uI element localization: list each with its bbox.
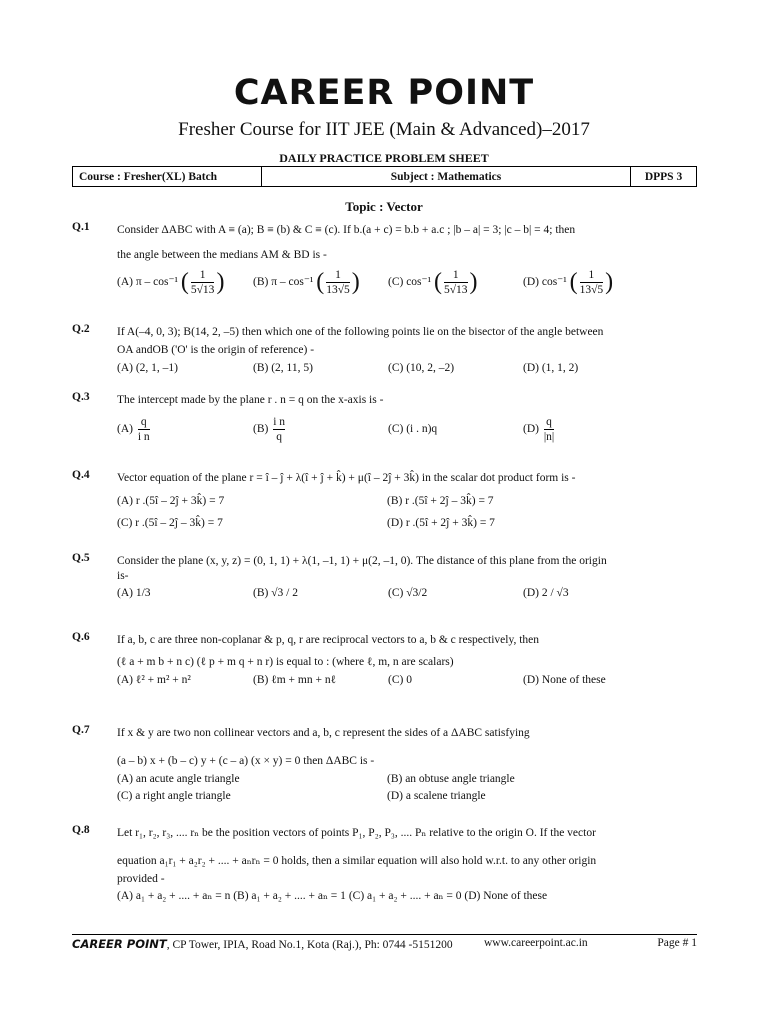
course-title: Fresher Course for IIT JEE (Main & Advanced)–2017 (178, 119, 590, 140)
fraction-denominator: 5√13 (443, 284, 468, 296)
question-number: Q.4 (72, 469, 90, 481)
question-text: If x & y are two non collinear vectors and a, b, c represent the sides of a ΔABC satisfying (117, 727, 530, 739)
footer-url[interactable]: www.careerpoint.ac.in (484, 937, 588, 949)
question-text: equation a₁r₁ + a₂r₂ + .... + aₙrₙ = 0 holds, then a similar equation will also hold w.r.t. to any other origin (117, 855, 597, 867)
question-8 (72, 824, 697, 905)
option-d: (D) None of these (523, 674, 606, 686)
option-d: (D) None of these (464, 890, 548, 902)
option-d: (D) a scalene triangle (387, 790, 486, 802)
option-a: (A) a₁ + a₂ + .... + aₙ = n (117, 890, 231, 902)
question-text: If a, b, c are three non-coplanar & p, q, r are reciprocal vectors to a, b & c respectively, then (117, 634, 540, 646)
footer-brand: CAREER POINT (72, 937, 167, 951)
option-d: (D) (1, 1, 2) (523, 362, 579, 374)
question-text: provided - (117, 873, 165, 885)
option-a: (A) (2, 1, –1) (117, 362, 178, 374)
option-d: (D) 2 / √3 (523, 587, 569, 599)
option-b: (B) ℓm + mn + nℓ (253, 674, 337, 686)
option-a: (A) r .(5î – 2ĵ + 3k̂) = 7 (117, 495, 225, 507)
question-5 (72, 552, 697, 602)
footer-address: , CP Tower, IPIA, Road No.1, Kota (Raj.), Ph: 0744 -5151200 (166, 939, 453, 951)
question-6 (72, 631, 697, 689)
fraction-denominator: 13√5 (579, 284, 604, 296)
question-text: (a – b) x + (b – c) y + (c – a) (x × y) = 0 then ΔABC is - (117, 755, 375, 767)
question-number: Q.6 (72, 631, 90, 643)
option-c: (C) √3/2 (388, 587, 428, 599)
option-b: (B) √3 / 2 (253, 587, 298, 599)
question-number: Q.5 (72, 552, 90, 564)
footer-divider (72, 934, 697, 935)
option-a: (A) π – cos⁻¹ ( $\frac{1}{5√13}$ ) (117, 269, 225, 296)
question-text: The intercept made by the plane r . n = q on the x-axis is - (117, 394, 384, 406)
option-b: (B) (2, 11, 5) (253, 362, 313, 374)
option-d: (D) r .(5î + 2ĵ + 3k̂) = 7 (387, 517, 495, 529)
option-b: (B) $\frac{\text{i n}}{q}$ (253, 416, 286, 443)
footer (72, 937, 697, 951)
option-c: (C) a right angle triangle (117, 790, 231, 802)
brand-title: CAREER POINT (233, 73, 535, 113)
option-c: (C) a₁ + a₂ + .... + aₙ = 0 (348, 890, 462, 902)
fraction-denominator: 13√5 (326, 284, 350, 296)
option-label: (C) cos⁻¹ (388, 276, 432, 289)
option-b: (B) a₁ + a₂ + .... + aₙ = 1 (233, 890, 346, 902)
question-text: Consider ΔABC with A ≡ (a); B ≡ (b) & C ≡ (c). If b.(a + c) = b.b + a.c ; |b – a| = 3; |c – b| = 4; then (117, 224, 576, 236)
question-number: Q.2 (72, 323, 90, 335)
option-a: (A) 1/3 (117, 587, 151, 599)
question-text: Vector equation of the plane r = î – ĵ + λ(î + ĵ + k̂) + μ(î – 2ĵ + 3k̂) in the scalar dot product form is - (117, 472, 576, 484)
option-c: (C) 0 (388, 674, 412, 686)
option-b: (B) π – cos⁻¹ ( $\frac{1}{13√5}$ ) (253, 269, 360, 296)
subject-cell: Subject : Mathematics (262, 167, 631, 187)
page-number: Page # 1 (657, 937, 697, 949)
question-number: Q.7 (72, 724, 90, 736)
option-label: (D) (523, 423, 539, 436)
option-label: (B) π – cos⁻¹ (253, 276, 314, 289)
option-a: (A) $\frac{q}{\text{i n}}$ (117, 416, 150, 443)
option-label: (A) (117, 423, 133, 436)
question-2 (72, 323, 697, 377)
question-3 (72, 391, 697, 444)
option-c: (C) r .(5î – 2ĵ – 3k̂) = 7 (117, 517, 223, 529)
question-7 (72, 724, 697, 805)
sheet-title: DAILY PRACTICE PROBLEM SHEET (279, 151, 489, 165)
option-label: (A) π – cos⁻¹ (117, 276, 178, 289)
question-text: (ℓ a + m b + n c) (ℓ p + m q + n r) is equal to : (where ℓ, m, n are scalars) (117, 656, 454, 668)
code-cell: DPPS 3 (631, 167, 697, 187)
info-table (72, 166, 697, 187)
option-d: (D) $\frac{q}{|n|}$ (523, 416, 555, 443)
question-text: Let r₁, r₂, r₃, .... rₙ be the position vectors of points P₁, P₂, P₃, .... Pₙ relative to the origin O. If the vector (117, 827, 596, 839)
topic-title: Topic : Vector (345, 199, 423, 214)
option-b: (B) an obtuse angle triangle (387, 773, 515, 785)
option-label: (B) (253, 423, 269, 436)
option-a: (A) ℓ² + m² + n² (117, 674, 191, 686)
question-text: Consider the plane (x, y, z) = (0, 1, 1) + λ(1, –1, 1) + μ(2, –1, 0). The distance of this plane from the origin (117, 555, 607, 567)
option-c: (C) (i . n)q (388, 423, 438, 435)
fraction-denominator: 5√13 (190, 284, 215, 296)
question-1 (72, 221, 697, 297)
question-4 (72, 469, 697, 532)
question-text: OA andOB ('O' is the origin of reference) - (117, 344, 315, 356)
question-text: If A(–4, 0, 3); B(14, 2, –5) then which one of the following points lie on the bisector of the angle between (117, 326, 604, 338)
question-text: the angle between the medians AM & BD is - (117, 249, 327, 261)
option-c: (C) (10, 2, –2) (388, 362, 455, 374)
option-a: (A) an acute angle triangle (117, 773, 240, 785)
option-label: (D) cos⁻¹ (523, 276, 567, 289)
question-number: Q.1 (72, 221, 90, 233)
option-d: (D) cos⁻¹ ( $\frac{1}{13√5}$ ) (523, 269, 614, 296)
course-cell: Course : Fresher(XL) Batch (73, 167, 262, 187)
options-row (117, 888, 697, 905)
question-number: Q.3 (72, 391, 90, 403)
question-number: Q.8 (72, 824, 90, 836)
option-b: (B) r .(5î + 2ĵ – 3k̂) = 7 (387, 495, 494, 507)
option-c: (C) cos⁻¹ ( $\frac{1}{5√13}$ ) (388, 269, 478, 296)
question-text: is- (117, 570, 129, 582)
